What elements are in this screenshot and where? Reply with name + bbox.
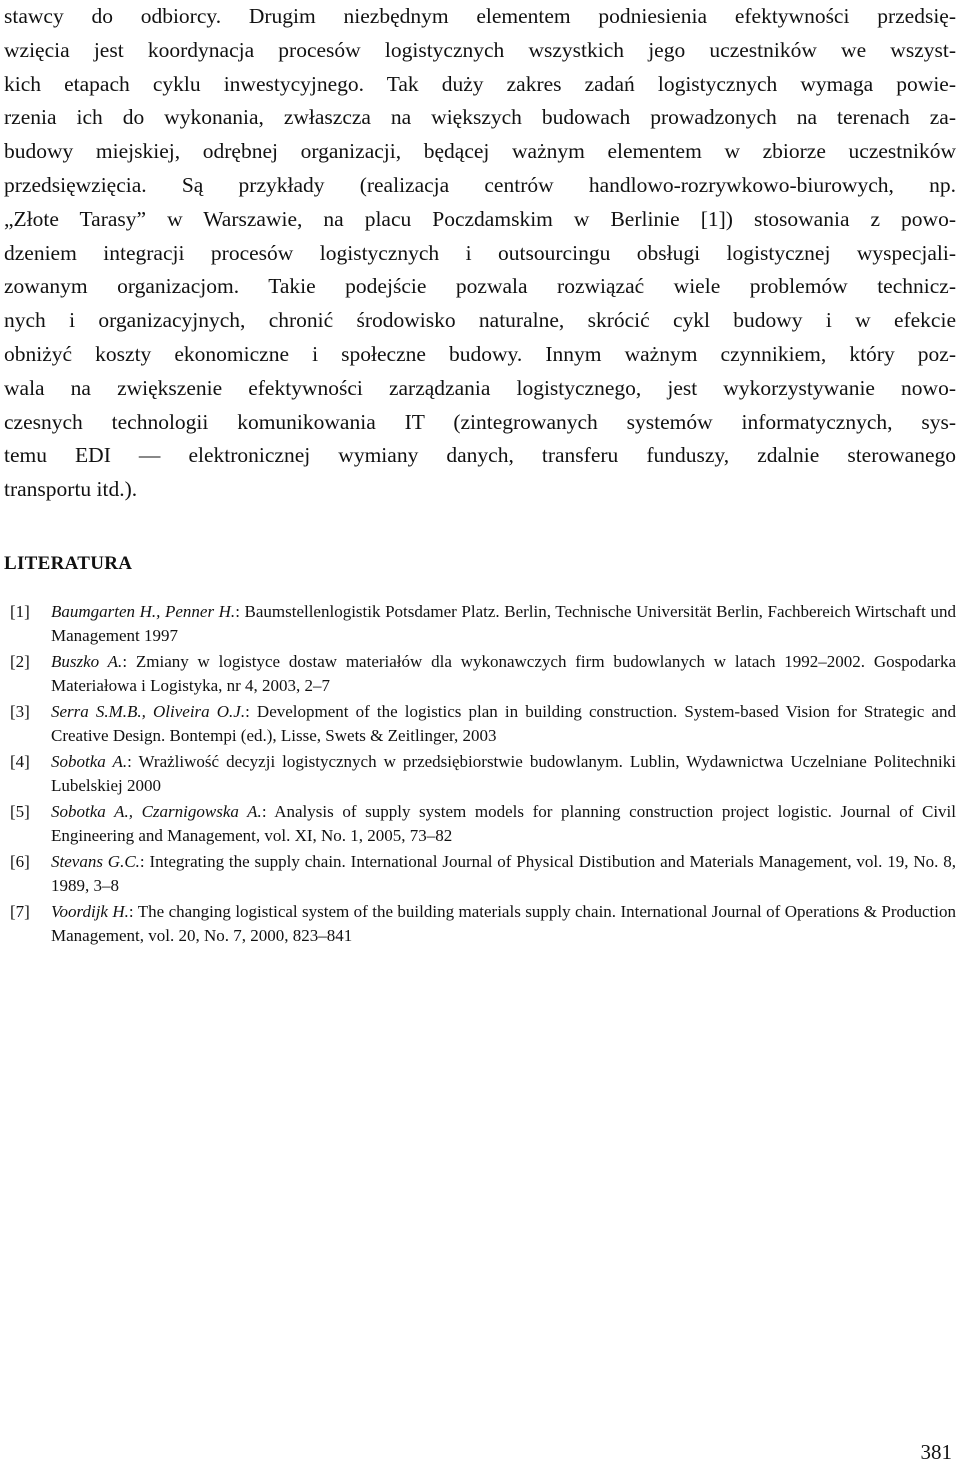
body-line: czesnych technologii komunikowania IT (zintegrowanych systemów informatycznych, sys- [4,409,956,434]
body-line: wzięcia jest koordynacja procesów logistycznych wszystkich jego uczestników we wszyst- [4,37,956,62]
body-line: rzenia ich do wykonania, zwłaszcza na większych budowach prowadzonych na terenach za- [4,105,956,130]
reference-number: [6] [10,852,30,871]
reference-authors: Buszko A. [51,652,123,671]
body-line: wala na zwiększenie efektywności zarządzania logistycznego, jest wykorzystywanie nowo- [4,375,956,400]
body-line: kich etapach cyklu inwestycyjnego. Tak duży zakres zadań logistycznych wymaga powie- [4,71,956,96]
reference-text: : Wrażliwość decyzji logistycznych w przedsiębiorstwie budowlanym. Lublin, Wydawnictwa Uczelniane Politechniki Lubelskiej 2000 [51,752,956,795]
body-line: transportu itd.). [4,477,138,502]
body-line: dzeniem integracji procesów logistycznych i outsourcingu obsługi logistycznej wyspecjali- [4,240,956,265]
body-line: nych i organizacyjnych, chronić środowisko naturalne, skrócić cykl budowy i w efekcie [4,308,956,333]
reference-item [4,800,956,848]
reference-number: [3] [10,702,30,721]
reference-authors: Baumgarten H., Penner H. [51,602,236,621]
body-line: obniżyć koszty ekonomiczne i społeczne budowy. Innym ważnym czynnikiem, który poz- [4,341,956,366]
body-paragraph [4,0,956,507]
references-heading: LITERATURA [4,553,133,574]
reference-item [4,850,956,898]
reference-text: : Analysis of supply system models for planning construction project logistic. Journal of Civil Engineering and Management, vol. XI, No. 1, 2005, 73–82 [51,802,956,845]
body-line: budowy miejskiej, odrębnej organizacji, będącej ważnym elementem w zbiorze uczestników [4,139,956,164]
reference-item [4,650,956,698]
reference-text: : Development of the logistics plan in building construction. System-based Vision for Strategic and Creative Design. Bontempi (ed.), Lisse, Swets & Zeitlinger, 2003 [51,702,956,745]
body-line: „Złote Tarasy” w Warszawie, na placu Poczdamskim w Berlinie [1]) stosowania z powo- [4,206,956,231]
reference-authors: Stevans G.C. [51,852,140,871]
reference-authors: Sobotka A., Czarnigowska A. [51,802,262,821]
body-line: przedsięwzięcia. Są przykłady (realizacja centrów handlowo-rozrywkowo-biurowych, np. [4,172,956,197]
reference-number: [4] [10,752,30,771]
reference-text: : Zmiany w logistyce dostaw materiałów dla wykonawczych firm budowlanych w latach 1992–2002. Gospodarka Materiałowa i Logistyka, nr 4, 2003, 2–7 [51,652,956,695]
reference-text: : Integrating the supply chain. International Journal of Physical Distibution and Materials Management, vol. 19, No. 8, 1989, 3–8 [51,852,956,895]
body-line: zowanym organizacjom. Takie podejście pozwala rozwiązać wiele problemów technicz- [4,274,956,299]
reference-item [4,750,956,798]
reference-item [4,700,956,748]
references-list [4,600,956,950]
body-line: stawcy do odbiorcy. Drugim niezbędnym elementem podniesienia efektywności przedsię- [4,4,956,28]
reference-item [4,900,956,948]
page-number: 381 [920,1440,952,1464]
body-line: temu EDI — elektronicznej wymiany danych, transferu funduszy, zdalnie sterowanego [4,443,956,468]
reference-number: [5] [10,802,30,821]
reference-text: : Baumstellenlogistik Potsdamer Platz. Berlin, Technische Universität Berlin, Fachbereich Wirtschaft und Management 1997 [51,602,956,645]
reference-authors: Voordijk H. [51,902,129,921]
reference-authors: Sobotka A. [51,752,128,771]
reference-number: [7] [10,902,30,921]
reference-authors: Serra S.M.B., Oliveira O.J. [51,702,246,721]
reference-text: : The changing logistical system of the building materials supply chain. International Journal of Operations & Production Management, vol. 20, No. 7, 2000, 823–841 [51,902,956,945]
reference-item [4,600,956,648]
reference-number: [2] [10,652,30,671]
reference-number: [1] [10,602,30,621]
